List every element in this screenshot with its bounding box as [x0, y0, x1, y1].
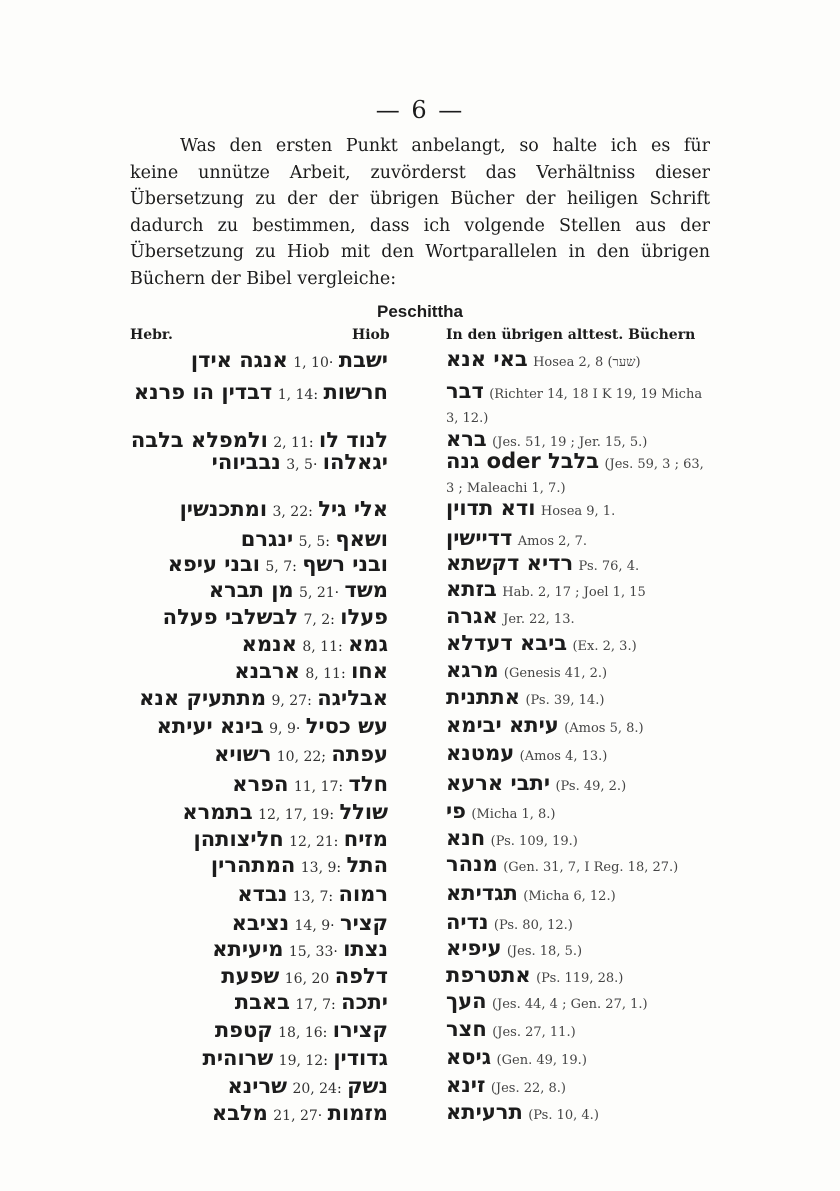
separator: : — [292, 559, 297, 575]
syriac-word: המתהרין — [210, 853, 296, 877]
parallel-reference: (Gen. 49, 19.) — [496, 1053, 587, 1068]
syriac-word: מלבא — [211, 1101, 268, 1125]
hebrew-word: עפתה — [331, 742, 388, 766]
separator: · — [312, 457, 318, 473]
syriac-word: מתתעיק אנא — [139, 686, 267, 710]
syriac-word: ובני עיפא — [167, 552, 260, 576]
intro-line: Übersetzung zu Hiob mit den Wortparallelen in den übrigen — [130, 242, 710, 262]
parallel-reference: (Ex. 2, 3.) — [572, 639, 637, 654]
hiob-entry — [232, 772, 388, 796]
hebrew-word: רמוה — [338, 882, 388, 906]
hiob-entry — [203, 1046, 388, 1070]
hebrew-word: אחו — [351, 659, 388, 683]
parallel-word: מנהר — [446, 852, 498, 876]
syriac-word: מיעיתא — [212, 937, 284, 961]
hebrew-word: אבליגה — [317, 686, 388, 710]
separator: : — [338, 639, 343, 655]
parallel-word: העך — [446, 989, 487, 1013]
parallel-word: עיתא יבימא — [446, 713, 559, 737]
hiob-reference: 5, 5 — [298, 534, 326, 550]
hiob-entry — [168, 552, 388, 576]
hebrew-word: התל — [346, 853, 388, 877]
parallel-reference: (Ps. 10, 4.) — [528, 1108, 599, 1123]
hebrew-word: קצירו — [332, 1018, 388, 1042]
section-title: Peschittha — [377, 302, 463, 321]
parallel-word: אתתנית — [446, 685, 521, 709]
parallel-reference: (Jes. 59, 3 ; 63, 3 ; Maleachi 1, 7.) — [446, 457, 704, 496]
parallel-reference: (Richter 14, 18 I K 19, 19 Micha 3, 12.) — [446, 387, 703, 426]
syriac-word: בתמרא — [182, 800, 253, 824]
hiob-reference: 20, 24 — [292, 1081, 337, 1097]
hiob-entry — [180, 497, 388, 521]
parallel-entry — [446, 990, 716, 1016]
hebrew-word: משד — [344, 578, 388, 602]
intro-paragraph — [130, 133, 710, 292]
hiob-reference: 13, 9 — [300, 860, 337, 876]
separator: : — [308, 435, 314, 451]
parallel-entry — [446, 853, 716, 879]
hiob-reference: 15, 33 — [288, 944, 334, 960]
hebrew-word: שולל — [339, 800, 388, 824]
syriac-word: אנגה אידן — [190, 348, 288, 372]
parallel-reference: (Gen. 31, 7, I Reg. 18, 27.) — [503, 860, 679, 875]
parallel-word: עיפיא — [446, 936, 502, 960]
parallel-entry — [446, 380, 716, 430]
parallel-word: דדיישין — [446, 526, 513, 550]
hiob-reference: 3, 22 — [272, 504, 309, 520]
separator: : — [325, 534, 330, 550]
separator: · — [328, 355, 334, 371]
hiob-reference: 12, 21 — [289, 834, 334, 850]
hebrew-word: עש כסיל — [305, 714, 388, 738]
parallel-word: דבר — [446, 379, 484, 403]
syriac-word: ינגרם — [240, 527, 294, 551]
parallel-reference: Hosea 2, 8 (שער) — [533, 355, 641, 370]
intro-line: keine unnütze Arbeit, zuvörderst das Verhältniss dieser — [130, 162, 710, 183]
parallel-word: אגרה — [446, 604, 498, 628]
hebrew-word: חלד — [348, 772, 388, 796]
hiob-entry — [227, 1074, 388, 1098]
separator: : — [338, 779, 344, 795]
separator: : — [336, 1081, 342, 1097]
separator: : — [331, 997, 336, 1013]
hiob-reference: 17, 7 — [295, 997, 332, 1013]
parallel-reference: (Jes. 44, 4 ; Gen. 27, 1.) — [491, 997, 648, 1012]
parallel-word: גיסא — [446, 1045, 492, 1069]
parallel-word: תגדיתא — [446, 881, 518, 905]
parallel-reference: (Micha 1, 8.) — [471, 807, 556, 822]
parallel-word: רדיא דקשתא — [446, 551, 574, 575]
hiob-entry — [237, 882, 388, 906]
hiob-entry — [194, 827, 389, 851]
syriac-word: חליצותהן — [193, 827, 284, 851]
parallel-entry — [446, 772, 716, 798]
hiob-entry — [212, 450, 388, 474]
hiob-entry — [134, 380, 388, 404]
parallel-word: תרעיתא — [446, 1100, 523, 1124]
parallel-reference: (Amos 5, 8.) — [564, 721, 644, 736]
hiob-entry — [191, 348, 388, 372]
column-header-hebr: Hebr. — [130, 327, 173, 343]
hiob-reference: 10, 22 — [276, 749, 322, 765]
hiob-reference: 16, 20 — [284, 971, 330, 987]
parallel-entry — [446, 714, 716, 740]
parallel-word: בזתא — [446, 577, 497, 601]
parallel-reference: (Ps. 109, 19.) — [490, 834, 578, 849]
separator: : — [333, 834, 339, 850]
hiob-entry — [209, 578, 388, 602]
column-header-hiob: Hiob — [352, 327, 390, 343]
hiob-entry — [163, 605, 388, 629]
hiob-entry — [131, 428, 388, 452]
parallel-reference: Jer. 22, 13. — [503, 612, 575, 627]
syriac-word: ולמפלא בלבה — [130, 428, 268, 452]
hiob-entry — [215, 1018, 388, 1042]
parallel-reference: (Ps. 119, 28.) — [536, 971, 624, 986]
separator: · — [317, 1108, 323, 1124]
syriac-word: מן תברא — [208, 578, 294, 602]
hiob-entry — [241, 527, 388, 551]
hebrew-word: גמא — [348, 632, 388, 656]
hiob-reference: 5, 21 — [299, 585, 335, 601]
parallel-reference: (Amos 4, 13.) — [519, 749, 608, 764]
separator: : — [307, 693, 312, 709]
hebrew-word: יתכה — [341, 990, 388, 1014]
hiob-reference: 7, 2 — [303, 612, 331, 628]
separator: : — [313, 387, 319, 403]
syriac-word: נציבא — [231, 911, 290, 935]
parallel-word: חנא — [446, 826, 486, 850]
parallel-entry — [446, 1018, 716, 1044]
parallel-entry — [446, 1046, 716, 1072]
parallel-entry — [446, 348, 716, 374]
separator: · — [333, 944, 338, 960]
parallel-entry — [446, 450, 716, 500]
parallel-reference: (Ps. 80, 12.) — [493, 918, 573, 933]
parallel-word: עמטנא — [446, 741, 515, 765]
hiob-entry — [139, 686, 388, 710]
parallel-word: ברא — [446, 427, 487, 451]
page-number: — 6 — — [375, 96, 465, 124]
hiob-reference: 9, 27 — [271, 693, 308, 709]
parallel-word: יתבי ארעא — [446, 771, 551, 795]
parallel-word: נדיה — [446, 910, 489, 934]
hiob-reference: 19, 12 — [278, 1053, 324, 1069]
hebrew-word: מזיח — [343, 827, 388, 851]
hiob-reference: 5, 7 — [265, 559, 293, 575]
parallel-word: פי — [446, 799, 466, 823]
separator: : — [308, 504, 313, 520]
separator: : — [323, 1053, 328, 1069]
hiob-reference: 9, 9 — [269, 721, 296, 737]
separator: · — [295, 721, 301, 737]
parallel-entry — [446, 800, 716, 826]
hiob-entry — [242, 632, 388, 656]
parallel-entry — [446, 552, 716, 578]
separator: : — [322, 1025, 328, 1041]
hebrew-word: קציר — [340, 911, 388, 935]
syriac-word: ארבנא — [234, 659, 300, 683]
separator: · — [330, 918, 335, 934]
parallel-reference: Hab. 2, 17 ; Joel 1, 15 — [502, 585, 646, 600]
hiob-reference: 3, 5 — [286, 457, 313, 473]
parallel-reference: Amos 2, 7. — [517, 534, 588, 549]
hiob-reference: 11, 17 — [293, 779, 339, 795]
hiob-entry — [234, 659, 388, 683]
syriac-word: שרוהית — [202, 1046, 274, 1070]
parallel-entry — [446, 911, 716, 937]
parallel-word: חצר — [446, 1017, 487, 1041]
parallel-entry — [446, 578, 716, 604]
parallel-word: ביבא דעדלא — [446, 631, 568, 655]
parallel-entry — [446, 527, 716, 553]
hiob-reference: 2, 11 — [273, 435, 309, 451]
hebrew-word: נשק — [347, 1074, 388, 1098]
hiob-entry — [214, 742, 388, 766]
hiob-reference: 8, 11 — [302, 639, 338, 655]
syriac-word: אנמא — [241, 632, 297, 656]
syriac-word: נבביוהי — [211, 450, 281, 474]
separator: : — [340, 666, 346, 682]
hiob-entry — [221, 964, 388, 988]
separator: · — [334, 585, 340, 601]
intro-line: Übersetzung zu der der übrigen Bücher der heiligen Schrift — [130, 189, 710, 209]
separator: : — [330, 612, 335, 628]
syriac-word: באבת — [234, 990, 290, 1014]
parallel-entry — [446, 742, 716, 768]
parallel-word: מרגא — [446, 658, 499, 682]
parallel-entry — [446, 964, 716, 990]
hebrew-word: חרשות — [323, 380, 388, 404]
hiob-reference: 1, 14 — [277, 387, 314, 403]
hebrew-word: פעלו — [340, 605, 388, 629]
parallel-reference: (Ps. 39, 14.) — [525, 693, 605, 708]
parallel-reference: Ps. 76, 4. — [578, 559, 640, 574]
parallel-word: זינא — [446, 1073, 486, 1097]
hebrew-word: יגאלהו — [322, 450, 388, 474]
hiob-reference: 18, 16 — [278, 1025, 323, 1041]
parallel-entry — [446, 882, 716, 908]
hebrew-word: מזמות — [327, 1101, 388, 1125]
parallel-word: בלבל oder גנה — [446, 449, 600, 473]
syriac-word: שרינא — [227, 1074, 288, 1098]
hebrew-word: ובני רשף — [302, 552, 388, 576]
parallel-entry — [446, 1101, 716, 1127]
hiob-entry — [235, 990, 388, 1014]
parallel-reference: (Genesis 41, 2.) — [503, 666, 608, 681]
parallel-reference: (Jes. 18, 5.) — [506, 944, 583, 959]
syriac-word: דבדין הו פרנא — [133, 380, 273, 404]
hebrew-word: לנוד לו — [319, 428, 388, 452]
hiob-reference: 13, 7 — [292, 889, 329, 905]
hiob-reference: 21, 27 — [273, 1108, 318, 1124]
parallel-entry — [446, 686, 716, 712]
hiob-entry — [157, 714, 388, 738]
hebrew-word: נצתו — [343, 937, 388, 961]
hiob-reference: 12, 17, 19 — [258, 807, 330, 823]
syriac-word: נבדא — [237, 882, 288, 906]
parallel-entry — [446, 1074, 716, 1100]
hiob-entry — [212, 1101, 388, 1125]
parallel-reference: (Micha 6, 12.) — [523, 889, 616, 904]
intro-line: Was den ersten Punkt anbelangt, so halte ich es für — [180, 136, 710, 156]
hebrew-word: ושאף — [335, 527, 388, 551]
syriac-word: הפרא — [232, 772, 289, 796]
hebrew-word: דלפה — [334, 964, 388, 988]
parallel-reference: (Jes. 51, 19 ; Jer. 15, 5.) — [492, 435, 648, 450]
intro-line: dadurch zu bestimmen, dass ich volgende Stellen aus der — [130, 215, 710, 236]
parallel-reference: Hosea 9, 1. — [540, 504, 616, 519]
separator: : — [328, 889, 334, 905]
hiob-reference: 14, 9 — [294, 918, 331, 934]
hiob-entry — [232, 911, 388, 935]
parallel-entry — [446, 937, 716, 963]
syriac-word: בינא יעיתא — [156, 714, 264, 738]
syriac-word: שפעת — [221, 964, 280, 988]
hiob-reference: 1, 10 — [293, 355, 329, 371]
hiob-entry — [211, 853, 388, 877]
hebrew-word: אלי גיל — [318, 497, 388, 521]
parallel-entry — [446, 659, 716, 685]
parallel-entry — [446, 827, 716, 853]
syriac-word: רשויא — [214, 742, 272, 766]
parallel-reference: (Jes. 22, 8.) — [490, 1081, 567, 1096]
parallel-entry — [446, 497, 716, 523]
separator: : — [329, 807, 335, 823]
hiob-entry — [212, 937, 388, 961]
syriac-word: קטפת — [214, 1018, 273, 1042]
parallel-word: ודא תדוין — [446, 496, 536, 520]
parallel-entry — [446, 632, 716, 658]
column-header-other-books: In den übrigen alttest. Büchern — [446, 327, 696, 343]
hebrew-word: ישבת — [338, 348, 388, 372]
syriac-word: לבשלבי פעלה — [162, 605, 299, 629]
parallel-entry — [446, 605, 716, 631]
parallel-reference: (Jes. 27, 11.) — [492, 1025, 576, 1040]
hiob-entry — [182, 800, 388, 824]
intro-line: Büchern der Bibel vergleiche: — [130, 268, 397, 289]
hebrew-word: גדודין — [333, 1046, 388, 1070]
parallel-word: אתטרפת — [446, 963, 531, 987]
syriac-word: ומתכנשין — [179, 497, 268, 521]
separator: : — [336, 860, 342, 876]
separator: ; — [321, 749, 327, 765]
parallel-word: באי אנא — [446, 347, 528, 371]
hiob-reference: 8, 11 — [305, 666, 341, 682]
parallel-reference: (Ps. 49, 2.) — [555, 779, 627, 794]
